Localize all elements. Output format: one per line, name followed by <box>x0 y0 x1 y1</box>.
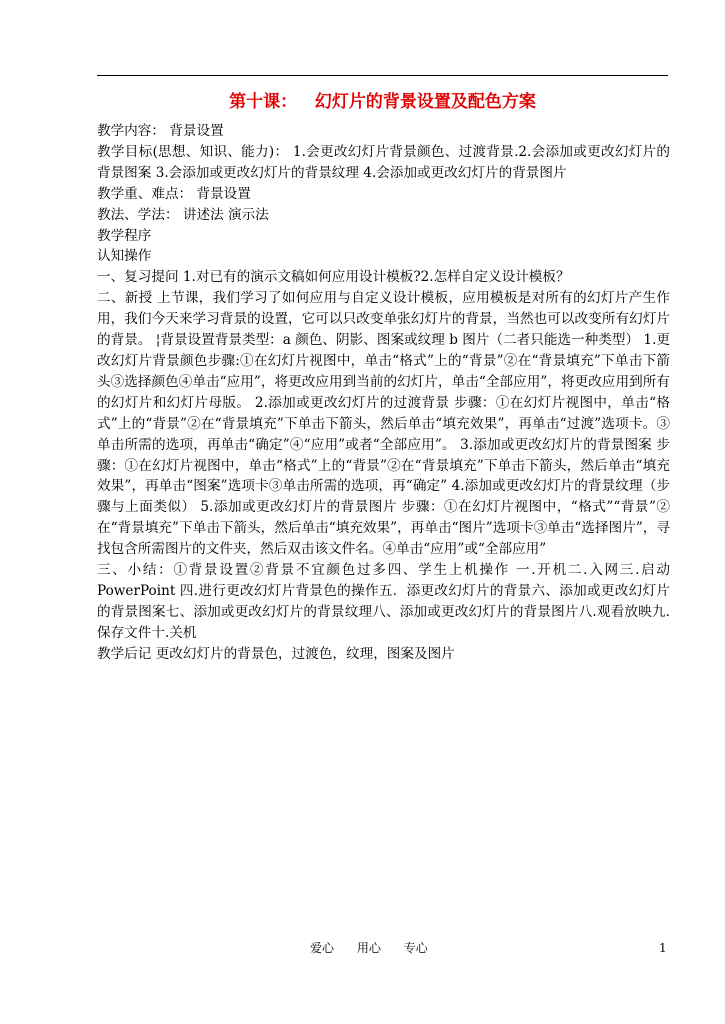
key-points: 教学重、难点： 背景设置 <box>97 185 251 202</box>
teaching-objectives: 教学目标(思想、知识、能力)： 1.会更改幻灯片背景颜色、过渡背景.2.会添加或更改幻灯片的背景图案 3.会添加或更改幻灯片的背景纹理 4.会添加或更改幻灯片的背景图片 <box>97 143 670 181</box>
new-lesson: 二、新授 上节课，我们学习了如何应用与自定义设计模板，应用模板是对所有的幻灯片产生作用，我们今天来学习背景的设置，它可以只改变单张幻灯片的背景，当然也可以改变所有幻灯片的背景。 ¦背景设置背景类型：a 颜色、阴影、图案或纹理 b 图片（二者只能选一种类型） 1.更改幻灯片背景颜色步骤:①在幻灯片视图中，单击“格式”上的“背景”②在“背景填充”下单击下箭头③选择颜色④单击“应用”，将更改应用到当前的幻灯片，单击“全部应用”，将更改应用到所有的幻灯片和幻灯片母版。 2.添加或更改幻灯片的过渡背景 步骤：①在幻灯片视图中，单击“格式”上的“背景”②在“背景填充”下单击下箭头，然后单击“填充效果”，再单击“过渡”选项卡。③单击所需的选项，再单击“确定”④“应用”或者“全部应用”。 3.添加或更改幻灯片的背景图案 步骤：①在幻灯片视图中，单击“格式”上的“背景”②在“背景填充”下单击下箭头，然后单击“填充效果”，再单击“图案”选项卡③单击所需的选项，再“确定” 4.添加或更改幻灯片的背景纹理（步骤与上面类似） 5.添加或更改幻灯片的背景图片 步骤：①在幻灯片视图中，“格式”“背景”②在“背景填充”下单击下箭头，然后单击“填充效果”，再单击“图片”选项卡③单击“选择图片”，寻找包含所需图片的文件夹，然后双击该文件名。④单击“应用”或“全部应用” <box>97 290 670 558</box>
summary: 三、小结：①背景设置②背景不宜颜色过多四、学生上机操作 一.开机二.入网三.启动 PowerPoint 四.进行更改幻灯片背景色的操作五．添更改幻灯片的背景六、添加或更改幻灯片的背景图案七、添加或更改幻灯片的背景纹理八、添加或更改幻灯片的背景图片八.观看放映九.保存文件十.关机 <box>97 562 670 641</box>
teaching-procedure-heading: 教学程序 <box>97 227 152 244</box>
lesson-body <box>97 121 670 665</box>
teaching-notes: 教学后记 更改幻灯片的背景色，过渡色，纹理，图案及图片 <box>97 645 455 662</box>
cognitive-operation-heading: 认知操作 <box>97 248 152 265</box>
lesson-title: 第十课： 幻灯片的背景设置及配色方案 <box>229 92 536 112</box>
review-questions: 一、复习提问 1.对已有的演示文稿如何应用设计模板?2.怎样自定义设计模板？ <box>97 269 570 286</box>
teaching-methods: 教法、学法： 讲述法 演示法 <box>97 206 269 223</box>
page-number: 1 <box>659 941 667 955</box>
header-rule <box>97 75 668 76</box>
footer-motto: 爱心 用心 专心 <box>310 941 428 955</box>
teaching-content: 教学内容： 背景设置 <box>97 123 224 139</box>
